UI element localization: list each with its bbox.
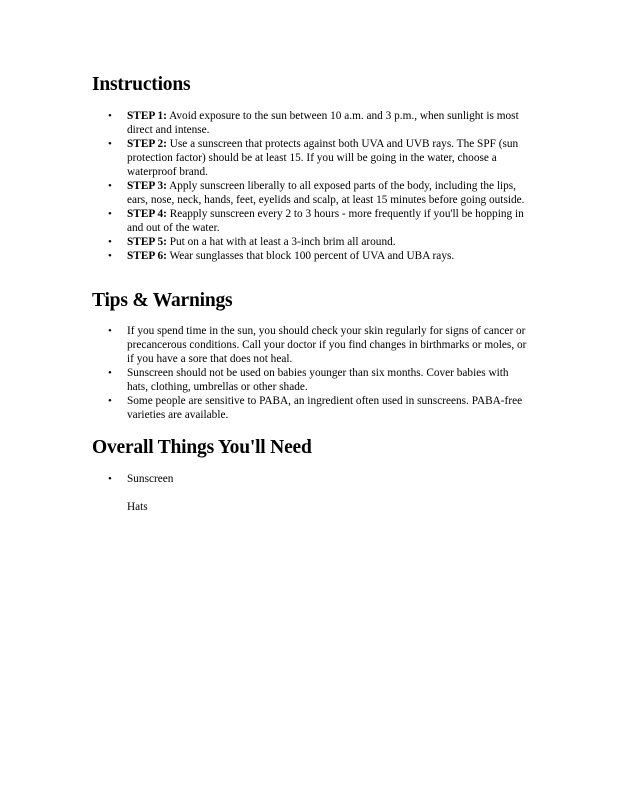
step-text: Reapply sunscreen every 2 to 3 hours - more frequently if you'll be hopping in and out of the water.: [127, 208, 524, 234]
step-label: STEP 3:: [127, 180, 167, 192]
bullet-icon: •: [108, 180, 112, 192]
tip-text: Sunscreen should not be used on babies younger than six months. Cover babies with hats, clothing, umbrellas or other shade.: [127, 367, 509, 393]
step-label: STEP 2:: [127, 138, 167, 150]
list-item: [0, 324, 617, 366]
list-item: [0, 472, 617, 486]
tips-heading: Tips & Warnings: [92, 290, 233, 311]
step-text: Wear sunglasses that block 100 percent of UVA and UBA rays.: [166, 250, 455, 262]
instructions-list: [0, 109, 617, 263]
bullet-icon: •: [108, 395, 112, 407]
list-item: [0, 366, 617, 394]
step-text: Avoid exposure to the sun between 10 a.m. and 3 p.m., when sunlight is most direct and intense.: [127, 110, 519, 136]
step-label: STEP 6:: [127, 250, 167, 262]
tips-list: [0, 324, 617, 422]
list-item: [0, 207, 617, 235]
step-label: STEP 4:: [127, 208, 167, 220]
tip-text: If you spend time in the sun, you should check your skin regularly for signs of cancer or precancerous conditions. Call your doctor if you find changes in birthmarks or moles, or if you have a sore that does not heal.: [127, 325, 527, 365]
step-text: Use a sunscreen that protects against both UVA and UVB rays. The SPF (sun protection factor) should be at least 15. If you will be going in the water, choose a waterproof brand.: [127, 138, 519, 178]
list-item: [0, 179, 617, 207]
bullet-icon: •: [108, 367, 112, 379]
bullet-icon: •: [108, 110, 112, 122]
bullet-icon: •: [108, 473, 112, 485]
bullet-icon: •: [108, 325, 112, 337]
step-text: Put on a hat with at least a 3-inch brim all around.: [166, 236, 396, 248]
tip-text: Some people are sensitive to PABA, an ingredient often used in sunscreens. PABA-free varieties are available.: [127, 395, 523, 421]
list-item: [0, 109, 617, 137]
things-needed-list: [0, 472, 617, 486]
list-item: [0, 137, 617, 179]
bullet-icon: •: [108, 250, 112, 262]
hats-item: Hats: [127, 501, 148, 513]
item-text: Sunscreen: [127, 473, 174, 485]
list-item: [0, 394, 617, 422]
step-label: STEP 1:: [127, 110, 167, 122]
step-text: Apply sunscreen liberally to all exposed parts of the body, including the lips, ears, nose, neck, hands, feet, eyelids and scalp, at least 15 minutes before going outside.: [127, 180, 525, 206]
bullet-icon: •: [108, 236, 112, 248]
list-item: [0, 249, 617, 263]
step-label: STEP 5:: [127, 236, 167, 248]
things-needed-heading: Overall Things You'll Need: [92, 437, 312, 458]
bullet-icon: •: [108, 208, 112, 220]
instructions-heading: Instructions: [92, 74, 191, 95]
list-item: [0, 235, 617, 249]
bullet-icon: •: [108, 138, 112, 150]
